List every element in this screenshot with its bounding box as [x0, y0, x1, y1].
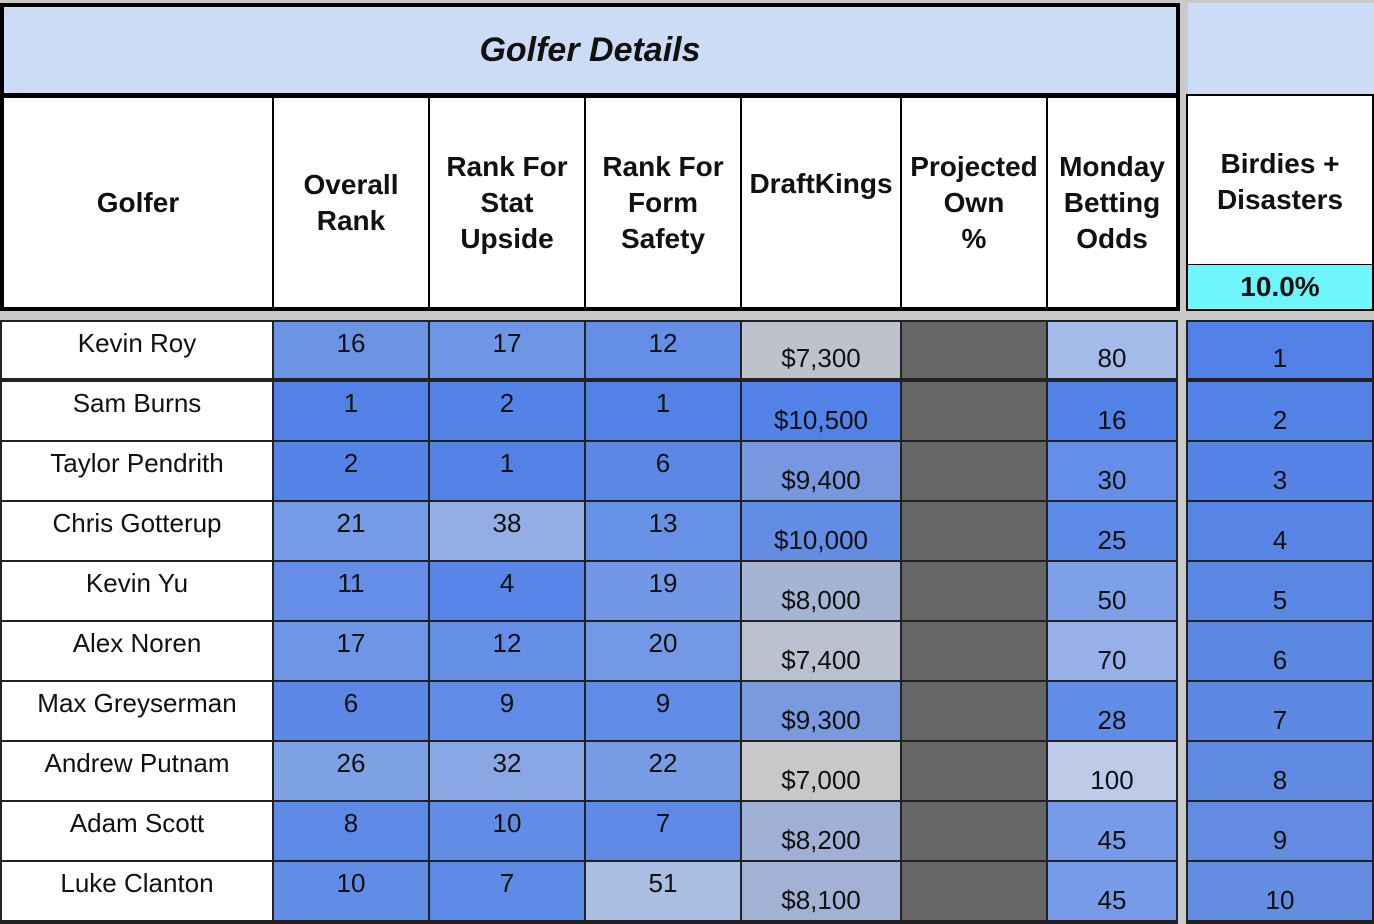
form-safety-cell-value: 9 — [655, 688, 671, 718]
form-safety-cell-value: 51 — [648, 868, 678, 898]
header-projected-own[interactable] — [902, 98, 1046, 307]
form-safety-cell-value: 13 — [648, 508, 678, 538]
birdies-rank-value: 3 — [1272, 465, 1288, 495]
stat-upside-cell[interactable] — [430, 862, 584, 920]
golfer-name-cell-value: Kevin Roy — [77, 328, 197, 358]
birdies-rank-value: 1 — [1272, 343, 1288, 373]
header-monday-odds-label: Monday Betting Odds — [1059, 150, 1165, 254]
golfer-name-cell-value: Luke Clanton — [60, 868, 214, 898]
stat-upside-cell-value: 17 — [492, 328, 522, 358]
stat-upside-cell[interactable] — [430, 562, 584, 620]
header-form-safety[interactable] — [586, 98, 740, 307]
monday-odds-cell-value: 45 — [1097, 825, 1127, 855]
golfer-name-cell[interactable] — [2, 502, 272, 560]
birdies-rank-cell[interactable] — [1188, 802, 1372, 860]
golfer-name-cell-value: Chris Gotterup — [52, 508, 222, 538]
header-golfer[interactable] — [4, 98, 272, 307]
draftkings-salary-cell-value: $9,300 — [781, 705, 861, 735]
golfer-name-cell-value: Alex Noren — [72, 628, 202, 658]
form-safety-cell[interactable] — [586, 382, 740, 440]
monday-odds-cell[interactable] — [1048, 742, 1176, 800]
projected-own-cell[interactable] — [902, 802, 1046, 860]
birdies-rank-cell[interactable] — [1188, 382, 1372, 440]
header-projected-own-label: Projected Own % — [910, 150, 1038, 254]
golfer-name-cell[interactable] — [2, 382, 272, 440]
birdies-rank-value: 6 — [1272, 645, 1288, 675]
draftkings-salary-cell[interactable] — [742, 442, 900, 500]
overall-rank-cell[interactable] — [274, 382, 428, 440]
draftkings-salary-cell[interactable] — [742, 562, 900, 620]
monday-odds-cell[interactable] — [1048, 322, 1176, 378]
overall-rank-cell[interactable] — [274, 322, 428, 378]
projected-own-cell[interactable] — [902, 562, 1046, 620]
overall-rank-cell-value: 26 — [336, 748, 366, 778]
draftkings-salary-cell-value: $10,000 — [774, 525, 868, 555]
golfer-name-cell-value: Andrew Putnam — [44, 748, 230, 778]
draftkings-salary-cell-value: $8,000 — [781, 585, 861, 615]
golfer-name-cell[interactable] — [2, 682, 272, 740]
draftkings-salary-cell-value: $7,400 — [781, 645, 861, 675]
form-safety-cell[interactable] — [586, 322, 740, 378]
header-draftkings[interactable] — [742, 98, 900, 307]
birdies-weight-value[interactable]: 10.0% — [1188, 265, 1372, 309]
birdies-rank-cell[interactable] — [1188, 742, 1372, 800]
overall-rank-cell-value: 8 — [343, 808, 359, 838]
monday-odds-cell-value: 70 — [1097, 645, 1127, 675]
header-stat-upside-label: Rank For Stat Upside — [446, 150, 568, 254]
overall-rank-cell-value: 11 — [337, 568, 365, 598]
draftkings-salary-cell-value: $7,300 — [781, 343, 861, 373]
monday-odds-cell[interactable] — [1048, 682, 1176, 740]
stat-upside-cell-value: 2 — [499, 388, 515, 418]
overall-rank-cell-value: 17 — [336, 628, 366, 658]
birdies-rank-value: 10 — [1265, 885, 1295, 915]
form-safety-cell[interactable] — [586, 562, 740, 620]
projected-own-cell[interactable] — [902, 502, 1046, 560]
golfer-name-cell-value: Kevin Yu — [85, 568, 189, 598]
draftkings-salary-cell[interactable] — [742, 862, 900, 920]
overall-rank-cell[interactable] — [274, 442, 428, 500]
draftkings-salary-cell[interactable] — [742, 322, 900, 378]
monday-odds-cell-value: 16 — [1097, 405, 1127, 435]
overall-rank-cell-value: 1 — [343, 388, 359, 418]
stat-upside-cell-value: 1 — [499, 448, 515, 478]
stat-upside-cell-value: 10 — [492, 808, 522, 838]
stat-upside-cell[interactable] — [430, 322, 584, 378]
overall-rank-cell[interactable] — [274, 682, 428, 740]
form-safety-cell[interactable] — [586, 682, 740, 740]
header-stat-upside[interactable] — [430, 98, 584, 307]
form-safety-cell[interactable] — [586, 862, 740, 920]
form-safety-cell[interactable] — [586, 442, 740, 500]
header-form-safety-label: Rank For Form Safety — [602, 150, 724, 254]
stat-upside-cell[interactable] — [430, 502, 584, 560]
header-birdies-label: Birdies + Disasters — [1216, 148, 1344, 215]
form-safety-cell[interactable] — [586, 502, 740, 560]
overall-rank-cell[interactable] — [274, 562, 428, 620]
form-safety-cell-value: 12 — [648, 328, 678, 358]
form-safety-cell[interactable] — [586, 742, 740, 800]
stat-upside-cell[interactable] — [430, 622, 584, 680]
header-overall-rank-label: Overall Rank — [303, 168, 399, 236]
right-title-strip — [1188, 3, 1374, 94]
projected-own-cell[interactable] — [902, 322, 1046, 378]
stat-upside-cell[interactable] — [430, 382, 584, 440]
golfer-name-cell-value: Taylor Pendrith — [50, 448, 224, 478]
header-monday-odds[interactable] — [1048, 98, 1176, 307]
projected-own-cell[interactable] — [902, 382, 1046, 440]
column-headers — [0, 94, 1180, 311]
form-safety-cell-value: 22 — [648, 748, 678, 778]
form-safety-cell-value: 19 — [648, 568, 678, 598]
birdies-rank-value: 9 — [1272, 825, 1288, 855]
header-draftkings-label: DraftKings — [749, 168, 893, 199]
golfer-name-cell-value: Adam Scott — [69, 808, 205, 838]
projected-own-cell[interactable] — [902, 862, 1046, 920]
draftkings-salary-cell-value: $8,200 — [781, 825, 861, 855]
birdies-rank-cell[interactable] — [1188, 322, 1372, 378]
birdies-header — [1186, 94, 1374, 311]
draftkings-salary-cell-value: $10,500 — [774, 405, 868, 435]
birdies-rank-value: 5 — [1272, 585, 1288, 615]
draftkings-salary-cell[interactable] — [742, 382, 900, 440]
data-rows — [0, 320, 1178, 924]
birdies-rank-value: 8 — [1272, 765, 1288, 795]
draftkings-salary-cell[interactable] — [742, 502, 900, 560]
stat-upside-cell-value: 4 — [499, 568, 515, 598]
birdies-rank-cell[interactable] — [1188, 562, 1372, 620]
monday-odds-cell-value: 45 — [1097, 885, 1127, 915]
stat-upside-cell[interactable] — [430, 742, 584, 800]
form-safety-cell[interactable] — [586, 622, 740, 680]
projected-own-cell[interactable] — [902, 622, 1046, 680]
birdies-rank-value: 4 — [1272, 525, 1288, 555]
birdies-rank-cell[interactable] — [1188, 502, 1372, 560]
header-birdies[interactable] — [1188, 96, 1372, 264]
birdies-rank-cell[interactable] — [1188, 442, 1372, 500]
stat-upside-cell[interactable] — [430, 682, 584, 740]
stat-upside-cell-value: 38 — [492, 508, 522, 538]
form-safety-cell-value: 1 — [655, 388, 671, 418]
overall-rank-cell-value: 16 — [336, 328, 366, 358]
birdies-rank-cell[interactable] — [1188, 622, 1372, 680]
overall-rank-cell[interactable] — [274, 502, 428, 560]
draftkings-salary-cell[interactable] — [742, 742, 900, 800]
draftkings-salary-cell-value: $8,100 — [781, 885, 861, 915]
stat-upside-cell-value: 12 — [492, 628, 522, 658]
overall-rank-cell-value: 21 — [336, 508, 366, 538]
golfer-name-cell[interactable] — [2, 442, 272, 500]
monday-odds-cell[interactable] — [1048, 442, 1176, 500]
table-title: Golfer Details — [0, 3, 1180, 97]
overall-rank-cell[interactable] — [274, 802, 428, 860]
birdies-rows — [1186, 320, 1374, 924]
golfer-name-cell[interactable] — [2, 622, 272, 680]
overall-rank-cell-value: 10 — [336, 868, 366, 898]
golfer-name-cell[interactable] — [2, 562, 272, 620]
draftkings-salary-cell[interactable] — [742, 622, 900, 680]
stat-upside-cell-value: 32 — [492, 748, 522, 778]
overall-rank-cell-value: 2 — [343, 448, 359, 478]
monday-odds-cell-value: 30 — [1097, 465, 1127, 495]
overall-rank-cell[interactable] — [274, 862, 428, 920]
monday-odds-cell-value: 80 — [1097, 343, 1127, 373]
overall-rank-cell-value: 6 — [343, 688, 359, 718]
birdies-rank-value: 2 — [1272, 405, 1288, 435]
monday-odds-cell[interactable] — [1048, 802, 1176, 860]
monday-odds-cell[interactable] — [1048, 382, 1176, 440]
stat-upside-cell-value: 9 — [499, 688, 515, 718]
monday-odds-cell-value: 50 — [1097, 585, 1127, 615]
stat-upside-cell[interactable] — [430, 802, 584, 860]
birdies-rank-cell[interactable] — [1188, 682, 1372, 740]
stat-upside-cell[interactable] — [430, 442, 584, 500]
form-safety-cell-value: 7 — [655, 808, 671, 838]
monday-odds-cell[interactable] — [1048, 502, 1176, 560]
monday-odds-cell[interactable] — [1048, 862, 1176, 920]
form-safety-cell-value: 20 — [648, 628, 678, 658]
form-safety-cell[interactable] — [586, 802, 740, 860]
header-golfer-label: Golfer — [96, 186, 180, 218]
draftkings-salary-cell[interactable] — [742, 802, 900, 860]
golfer-name-cell[interactable] — [2, 862, 272, 920]
stat-upside-cell-value: 7 — [499, 868, 515, 898]
draftkings-salary-cell[interactable] — [742, 682, 900, 740]
golfer-name-cell-value: Sam Burns — [72, 388, 202, 418]
projected-own-cell[interactable] — [902, 742, 1046, 800]
golfer-name-cell[interactable] — [2, 322, 272, 378]
birdies-rank-value: 7 — [1272, 705, 1288, 735]
draftkings-salary-cell-value: $7,000 — [781, 765, 861, 795]
draftkings-salary-cell-value: $9,400 — [781, 465, 861, 495]
golfer-name-cell[interactable] — [2, 802, 272, 860]
golfer-name-cell-value: Max Greyserman — [37, 688, 237, 718]
header-overall-rank[interactable] — [274, 98, 428, 307]
monday-odds-cell[interactable] — [1048, 622, 1176, 680]
overall-rank-cell[interactable] — [274, 742, 428, 800]
monday-odds-cell-value: 28 — [1097, 705, 1127, 735]
projected-own-cell[interactable] — [902, 442, 1046, 500]
golfer-name-cell[interactable] — [2, 742, 272, 800]
overall-rank-cell[interactable] — [274, 622, 428, 680]
form-safety-cell-value: 6 — [655, 448, 671, 478]
projected-own-cell[interactable] — [902, 682, 1046, 740]
monday-odds-cell-value: 100 — [1090, 765, 1134, 795]
monday-odds-cell[interactable] — [1048, 562, 1176, 620]
birdies-rank-cell[interactable] — [1188, 862, 1372, 920]
monday-odds-cell-value: 25 — [1097, 525, 1127, 555]
